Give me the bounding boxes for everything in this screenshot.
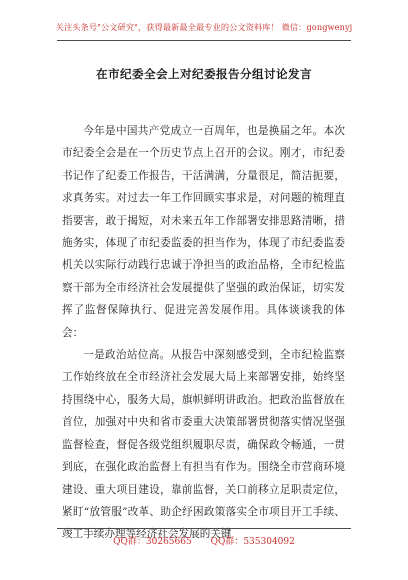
footer-qq-groups: QQ群：30265665 QQ群：535304092 bbox=[113, 537, 295, 547]
header-divider bbox=[57, 40, 351, 41]
document-body bbox=[62, 120, 345, 546]
body-paragraph-1: 今年是中国共产党成立一百周年，也是换届之年。本次市纪委全会是在一个历史节点上召开的会议。刚才，市纪委书记作了纪委工作报告，干活满满，分量很足，简洁扼要，求真务实。对过去一年工作回顾实事求是，对问题的梳理直指要害，敢于揭短，对未来五年工作部署安排思路清晰，措施务实，体现了市纪委监委的担当作为，体现了市纪委监委机关以实际行动践行忠诚于净担当的政治品格，全市纪检监察干部为全市经济社会发展提供了坚强的政治保证，切实发挥了监督保障执行、促进完善发展作用。具体谈谈我的体会： bbox=[62, 125, 345, 339]
document-title: 在市纪委全会上对纪委报告分组讨论发言 bbox=[96, 67, 312, 81]
body-paragraph-2: 一是政治站位高。从报告中深刻感受到，全市纪检监察工作始终放在全市经济社会发展大局上来部署安排，始终坚持围绕中心，服务大局，旗帜鲜明讲政治。把政治监督放在首位，加强对中央和省市委重大决策部署贯彻落实情况坚强监督检查，督促各级党组织履职尽责，确保政令畅通，一贯到底，在强化政治监督上有担当有作为。围绕全市营商环境建设、重大项目建设，靠前监督，关口前移立足职责定位，紧盯“放管服”改革、助企纾困政策落实全市项目开工手续、竣工手续办理等经济社会发展的关键 bbox=[62, 349, 345, 541]
footer-divider bbox=[57, 528, 351, 529]
header-promo-note: 关注头条号"公文研究"，获得最新最全最专业的公文资料库！ 微信：gongwenyj bbox=[55, 22, 353, 32]
